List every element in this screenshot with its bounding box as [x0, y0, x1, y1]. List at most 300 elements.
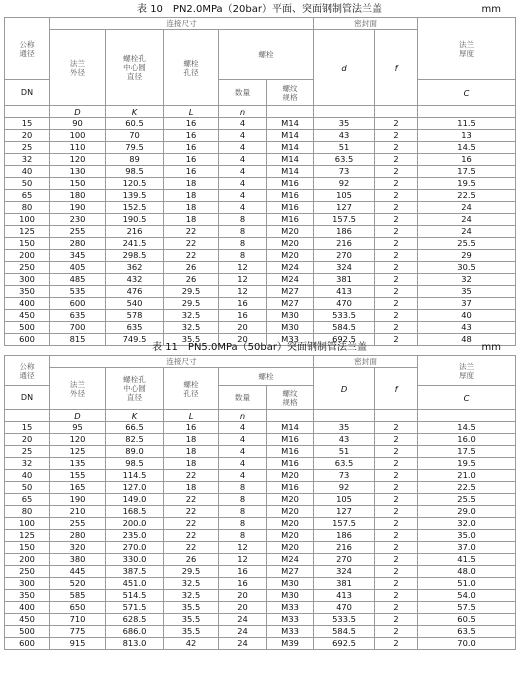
- table-cell: 35.5: [164, 626, 219, 638]
- table-cell: 40: [418, 310, 516, 322]
- table-cell: 29.0: [418, 506, 516, 518]
- table-cell: 15: [5, 118, 50, 130]
- table-cell: 4: [219, 458, 267, 470]
- table-cell: 60.5: [106, 118, 164, 130]
- table-cell: M30: [267, 578, 314, 590]
- table-cell: 2: [375, 154, 418, 166]
- table-cell: 2: [375, 238, 418, 250]
- table-cell: 533.5: [314, 614, 375, 626]
- table-cell: 43: [418, 322, 516, 334]
- sym-l: L: [164, 410, 219, 422]
- table-cell: 200: [5, 554, 50, 566]
- table-cell: 686.0: [106, 626, 164, 638]
- table-cell: 16: [164, 130, 219, 142]
- table-cell: 20: [219, 322, 267, 334]
- table-cell: 157.5: [314, 214, 375, 226]
- table-cell: 20: [5, 130, 50, 142]
- table-cell: 350: [5, 590, 50, 602]
- table-cell: 584.5: [314, 626, 375, 638]
- table-row: [5, 322, 516, 334]
- table-cell: 51.0: [418, 578, 516, 590]
- table-cell: 16: [164, 118, 219, 130]
- table-cell: 32.0: [418, 518, 516, 530]
- table-cell: 20: [219, 602, 267, 614]
- table-cell: 105: [314, 494, 375, 506]
- table-cell: 2: [375, 334, 418, 346]
- sym-dn: DN: [5, 386, 50, 410]
- table-cell: 405: [50, 262, 106, 274]
- table-cell: 130: [50, 166, 106, 178]
- table-cell: 24: [418, 226, 516, 238]
- table-cell: 485: [50, 274, 106, 286]
- unit-label: mm: [481, 4, 501, 15]
- table-cell: 22: [164, 250, 219, 262]
- table-cell: 432: [106, 274, 164, 286]
- table-cell: M16: [267, 190, 314, 202]
- table-caption: [4, 2, 515, 17]
- table-cell: M16: [267, 458, 314, 470]
- table-cell: 270.0: [106, 542, 164, 554]
- table-cell: 270: [314, 554, 375, 566]
- sym-k: K: [106, 106, 164, 118]
- table-cell: 210: [50, 506, 106, 518]
- table-cell: 48.0: [418, 566, 516, 578]
- table-cell: 300: [5, 578, 50, 590]
- table-cell: 540: [106, 298, 164, 310]
- table-cell: 2: [375, 274, 418, 286]
- table-cell: 4: [219, 190, 267, 202]
- sym-f: f: [375, 368, 418, 410]
- table-cell: 320: [50, 542, 106, 554]
- table-cell: 57.5: [418, 602, 516, 614]
- table-cell: M30: [267, 310, 314, 322]
- table-cell: 2: [375, 202, 418, 214]
- table-cell: M20: [267, 470, 314, 482]
- sym-d: d: [314, 30, 375, 106]
- table-cell: M14: [267, 166, 314, 178]
- blank-cell: [5, 106, 50, 118]
- table-cell: 90: [50, 118, 106, 130]
- table-cell: 35: [418, 286, 516, 298]
- table-cell: 54.0: [418, 590, 516, 602]
- table-cell: 813.0: [106, 638, 164, 650]
- table-cell: 180: [50, 190, 106, 202]
- sym-k: K: [106, 410, 164, 422]
- table-row: [5, 614, 516, 626]
- table-cell: 32.5: [164, 322, 219, 334]
- table-cell: 89: [106, 154, 164, 166]
- table-cell: 22: [164, 226, 219, 238]
- table-cell: 520: [50, 578, 106, 590]
- table-cell: 628.5: [106, 614, 164, 626]
- table-row: [5, 626, 516, 638]
- header-thread: 螺纹 规格: [267, 80, 314, 106]
- table-cell: M20: [267, 494, 314, 506]
- table-cell: 190: [50, 494, 106, 506]
- table-cell: 216: [314, 238, 375, 250]
- table-cell: 168.5: [106, 506, 164, 518]
- table-cell: 8: [219, 250, 267, 262]
- blank-cell: [418, 410, 516, 422]
- table-cell: M33: [267, 626, 314, 638]
- data-table: [4, 355, 516, 650]
- table-cell: 25: [5, 446, 50, 458]
- table-cell: 330.0: [106, 554, 164, 566]
- header-flange-od: 法兰 外径: [50, 30, 106, 106]
- table-cell: 4: [219, 422, 267, 434]
- table-row: [5, 142, 516, 154]
- table-cell: M33: [267, 334, 314, 346]
- header-seal: 密封面: [314, 18, 418, 30]
- table-cell: M20: [267, 542, 314, 554]
- table-cell: 2: [375, 130, 418, 142]
- sym-n: n: [219, 410, 267, 422]
- table-cell: 2: [375, 226, 418, 238]
- table-body: [5, 118, 516, 346]
- table-cell: 120.5: [106, 178, 164, 190]
- table-cell: 533.5: [314, 310, 375, 322]
- table-cell: 22: [164, 494, 219, 506]
- table-cell: 241.5: [106, 238, 164, 250]
- header-connect: 连接尺寸: [50, 18, 314, 30]
- table-cell: M14: [267, 118, 314, 130]
- table-cell: 12: [219, 554, 267, 566]
- unit-label: mm: [481, 342, 501, 353]
- header-bolt-hole: 螺栓 孔径: [164, 30, 219, 106]
- table-cell: 2: [375, 178, 418, 190]
- table-row: [5, 434, 516, 446]
- table-cell: 250: [5, 566, 50, 578]
- table-cell: 16: [219, 298, 267, 310]
- table-cell: 270: [314, 250, 375, 262]
- caption-text: 表 11 PN5.0MPa（50bar）突面钢制管法兰盖: [152, 342, 367, 353]
- table-cell: 13: [418, 130, 516, 142]
- table-cell: M24: [267, 274, 314, 286]
- table-cell: 41.5: [418, 554, 516, 566]
- table-row: [5, 274, 516, 286]
- table-cell: 280: [50, 530, 106, 542]
- table-cell: 2: [375, 166, 418, 178]
- table-cell: 815: [50, 334, 106, 346]
- table-cell: 8: [219, 226, 267, 238]
- sym-c: C: [418, 386, 516, 410]
- table-cell: 692.5: [314, 638, 375, 650]
- table-cell: M16: [267, 202, 314, 214]
- table-cell: 120: [50, 154, 106, 166]
- table-cell: 2: [375, 250, 418, 262]
- table-row: [5, 214, 516, 226]
- table-cell: 2: [375, 614, 418, 626]
- table-cell: 381: [314, 578, 375, 590]
- header-flange-od: 法兰 外径: [50, 368, 106, 410]
- table-cell: 32.5: [164, 590, 219, 602]
- table-cell: 4: [219, 166, 267, 178]
- table-cell: 82.5: [106, 434, 164, 446]
- table-cell: 4: [219, 202, 267, 214]
- sym-d-od: D: [50, 410, 106, 422]
- table-cell: 18: [164, 434, 219, 446]
- table-cell: 48: [418, 334, 516, 346]
- table-row: [5, 250, 516, 262]
- table-cell: 25.5: [418, 238, 516, 250]
- table-cell: 578: [106, 310, 164, 322]
- table-cell: 2: [375, 422, 418, 434]
- table-cell: 60.5: [418, 614, 516, 626]
- table-cell: 235.0: [106, 530, 164, 542]
- table-cell: 26: [164, 274, 219, 286]
- table-cell: 2: [375, 190, 418, 202]
- blank-cell: [375, 410, 418, 422]
- table-cell: 749.5: [106, 334, 164, 346]
- table-row: [5, 238, 516, 250]
- table-cell: 125: [5, 226, 50, 238]
- table-cell: 2: [375, 286, 418, 298]
- table-row: [5, 470, 516, 482]
- table-cell: 100: [5, 214, 50, 226]
- header-quantity: 数量: [219, 386, 267, 410]
- table-row: [5, 590, 516, 602]
- header-bolt-circle: 螺栓孔 中心圆 直径: [106, 30, 164, 106]
- table-cell: 29.5: [164, 298, 219, 310]
- table-cell: M20: [267, 226, 314, 238]
- header-thread: 螺纹 规格: [267, 386, 314, 410]
- table-row: [5, 178, 516, 190]
- sym-d: D: [314, 368, 375, 410]
- table-cell: 514.5: [106, 590, 164, 602]
- table-cell: 16: [164, 422, 219, 434]
- table-cell: 17.5: [418, 446, 516, 458]
- table-cell: 50: [5, 482, 50, 494]
- table-cell: 2: [375, 446, 418, 458]
- header-connect: 连接尺寸: [50, 356, 314, 368]
- table-cell: 200.0: [106, 518, 164, 530]
- table-cell: 135: [50, 458, 106, 470]
- table-cell: 2: [375, 602, 418, 614]
- header-bolt-hole: 螺栓 孔径: [164, 368, 219, 410]
- table-cell: M20: [267, 250, 314, 262]
- table-cell: 635: [106, 322, 164, 334]
- table-body: [5, 422, 516, 650]
- header-nominal: 公称 通径: [5, 18, 50, 80]
- table-cell: 4: [219, 142, 267, 154]
- table-row: [5, 154, 516, 166]
- header-seal: 密封面: [314, 356, 418, 368]
- table-cell: 600: [50, 298, 106, 310]
- flange-table-pn20: [4, 2, 515, 346]
- table-cell: 2: [375, 434, 418, 446]
- table-cell: 650: [50, 602, 106, 614]
- table-cell: 8: [219, 482, 267, 494]
- table-cell: 95: [50, 422, 106, 434]
- table-cell: 2: [375, 530, 418, 542]
- table-cell: 32: [5, 154, 50, 166]
- header-bolt-circle: 螺栓孔 中心圆 直径: [106, 368, 164, 410]
- table-cell: 2: [375, 262, 418, 274]
- table-cell: 105: [314, 190, 375, 202]
- blank-cell: [267, 410, 314, 422]
- sym-n: n: [219, 106, 267, 118]
- table-cell: 24: [418, 202, 516, 214]
- table-cell: 24: [219, 614, 267, 626]
- table-cell: 110: [50, 142, 106, 154]
- table-cell: 8: [219, 238, 267, 250]
- header-quantity: 数量: [219, 80, 267, 106]
- table-cell: 127.0: [106, 482, 164, 494]
- table-cell: 413: [314, 590, 375, 602]
- blank-cell: [375, 106, 418, 118]
- table-row: [5, 518, 516, 530]
- table-cell: 70: [106, 130, 164, 142]
- table-cell: 22: [164, 470, 219, 482]
- table-cell: 8: [219, 214, 267, 226]
- table-cell: 470: [314, 602, 375, 614]
- table-cell: 20: [219, 590, 267, 602]
- caption-text: 表 10 PN2.0MPa（20bar）平面、突面钢制管法兰盖: [137, 4, 382, 15]
- table-cell: 40: [5, 470, 50, 482]
- table-cell: 32: [5, 458, 50, 470]
- blank-cell: [314, 410, 375, 422]
- table-cell: 585: [50, 590, 106, 602]
- table-cell: 280: [50, 238, 106, 250]
- table-row: [5, 566, 516, 578]
- table-cell: 70.0: [418, 638, 516, 650]
- table-caption: [4, 340, 515, 355]
- header-thickness: 法兰 厚度: [418, 356, 516, 386]
- table-cell: M20: [267, 238, 314, 250]
- table-cell: 16: [418, 154, 516, 166]
- sym-l: L: [164, 106, 219, 118]
- table-cell: 2: [375, 554, 418, 566]
- table-cell: M20: [267, 518, 314, 530]
- table-row: [5, 506, 516, 518]
- table-cell: 230: [50, 214, 106, 226]
- table-cell: 29: [418, 250, 516, 262]
- table-cell: 324: [314, 566, 375, 578]
- table-cell: 2: [375, 638, 418, 650]
- table-cell: 18: [164, 482, 219, 494]
- table-row: [5, 458, 516, 470]
- table-cell: 445: [50, 566, 106, 578]
- table-cell: 362: [106, 262, 164, 274]
- table-row: [5, 530, 516, 542]
- table-row: [5, 638, 516, 650]
- table-cell: 26: [164, 554, 219, 566]
- table-cell: 255: [50, 226, 106, 238]
- table-cell: 22: [164, 518, 219, 530]
- header-nominal: 公称 通径: [5, 356, 50, 386]
- sym-f: f: [375, 30, 418, 106]
- table-row: [5, 446, 516, 458]
- table-cell: 2: [375, 470, 418, 482]
- table-cell: M14: [267, 154, 314, 166]
- table-cell: 22: [164, 238, 219, 250]
- table-cell: 380: [50, 554, 106, 566]
- table-cell: 22.5: [418, 190, 516, 202]
- table-cell: M16: [267, 482, 314, 494]
- table-cell: 18: [164, 178, 219, 190]
- table-row: [5, 226, 516, 238]
- table-cell: 2: [375, 518, 418, 530]
- table-cell: 692.5: [314, 334, 375, 346]
- table-cell: 155: [50, 470, 106, 482]
- table-cell: 300: [5, 274, 50, 286]
- table-cell: 400: [5, 298, 50, 310]
- table-cell: 125: [5, 530, 50, 542]
- table-cell: 24: [219, 638, 267, 650]
- table-cell: 8: [219, 506, 267, 518]
- table-cell: 19.5: [418, 458, 516, 470]
- table-row: [5, 542, 516, 554]
- table-cell: 24: [418, 214, 516, 226]
- table-cell: 2: [375, 506, 418, 518]
- table-cell: 2: [375, 458, 418, 470]
- table-row: [5, 310, 516, 322]
- table-cell: 2: [375, 310, 418, 322]
- table-row: [5, 422, 516, 434]
- table-cell: M16: [267, 434, 314, 446]
- table-cell: 345: [50, 250, 106, 262]
- table-cell: M20: [267, 506, 314, 518]
- flange-table-pn50: [4, 340, 515, 650]
- table-cell: 190: [50, 202, 106, 214]
- table-cell: 66.5: [106, 422, 164, 434]
- blank-cell: [267, 106, 314, 118]
- table-cell: 350: [5, 286, 50, 298]
- table-cell: 24: [219, 626, 267, 638]
- table-cell: 32.5: [164, 310, 219, 322]
- table-cell: 2: [375, 142, 418, 154]
- table-cell: 16: [164, 166, 219, 178]
- table-cell: 25: [5, 142, 50, 154]
- table-cell: 18: [164, 190, 219, 202]
- table-cell: 2: [375, 590, 418, 602]
- table-cell: 98.5: [106, 458, 164, 470]
- table-cell: 18: [164, 214, 219, 226]
- table-cell: M24: [267, 554, 314, 566]
- table-cell: 600: [5, 638, 50, 650]
- table-cell: 4: [219, 130, 267, 142]
- table-cell: 16: [164, 154, 219, 166]
- table-cell: 2: [375, 482, 418, 494]
- table-cell: M24: [267, 262, 314, 274]
- table-cell: 29.5: [164, 286, 219, 298]
- table-cell: 20: [5, 434, 50, 446]
- table-cell: 216: [314, 542, 375, 554]
- table-cell: 12: [219, 274, 267, 286]
- table-cell: 80: [5, 202, 50, 214]
- table-cell: 400: [5, 602, 50, 614]
- table-cell: 4: [219, 178, 267, 190]
- table-cell: 35: [314, 422, 375, 434]
- table-row: [5, 262, 516, 274]
- table-cell: 22: [164, 530, 219, 542]
- table-cell: 127: [314, 202, 375, 214]
- table-cell: 2: [375, 322, 418, 334]
- table-cell: 381: [314, 274, 375, 286]
- data-table: [4, 17, 516, 346]
- table-cell: 43: [314, 434, 375, 446]
- table-cell: 535: [50, 286, 106, 298]
- table-cell: 73: [314, 166, 375, 178]
- blank-cell: [5, 410, 50, 422]
- table-cell: 32.5: [164, 578, 219, 590]
- table-cell: 710: [50, 614, 106, 626]
- table-cell: 79.5: [106, 142, 164, 154]
- table-cell: M27: [267, 298, 314, 310]
- table-row: [5, 554, 516, 566]
- table-cell: 600: [5, 334, 50, 346]
- table-cell: 190.5: [106, 214, 164, 226]
